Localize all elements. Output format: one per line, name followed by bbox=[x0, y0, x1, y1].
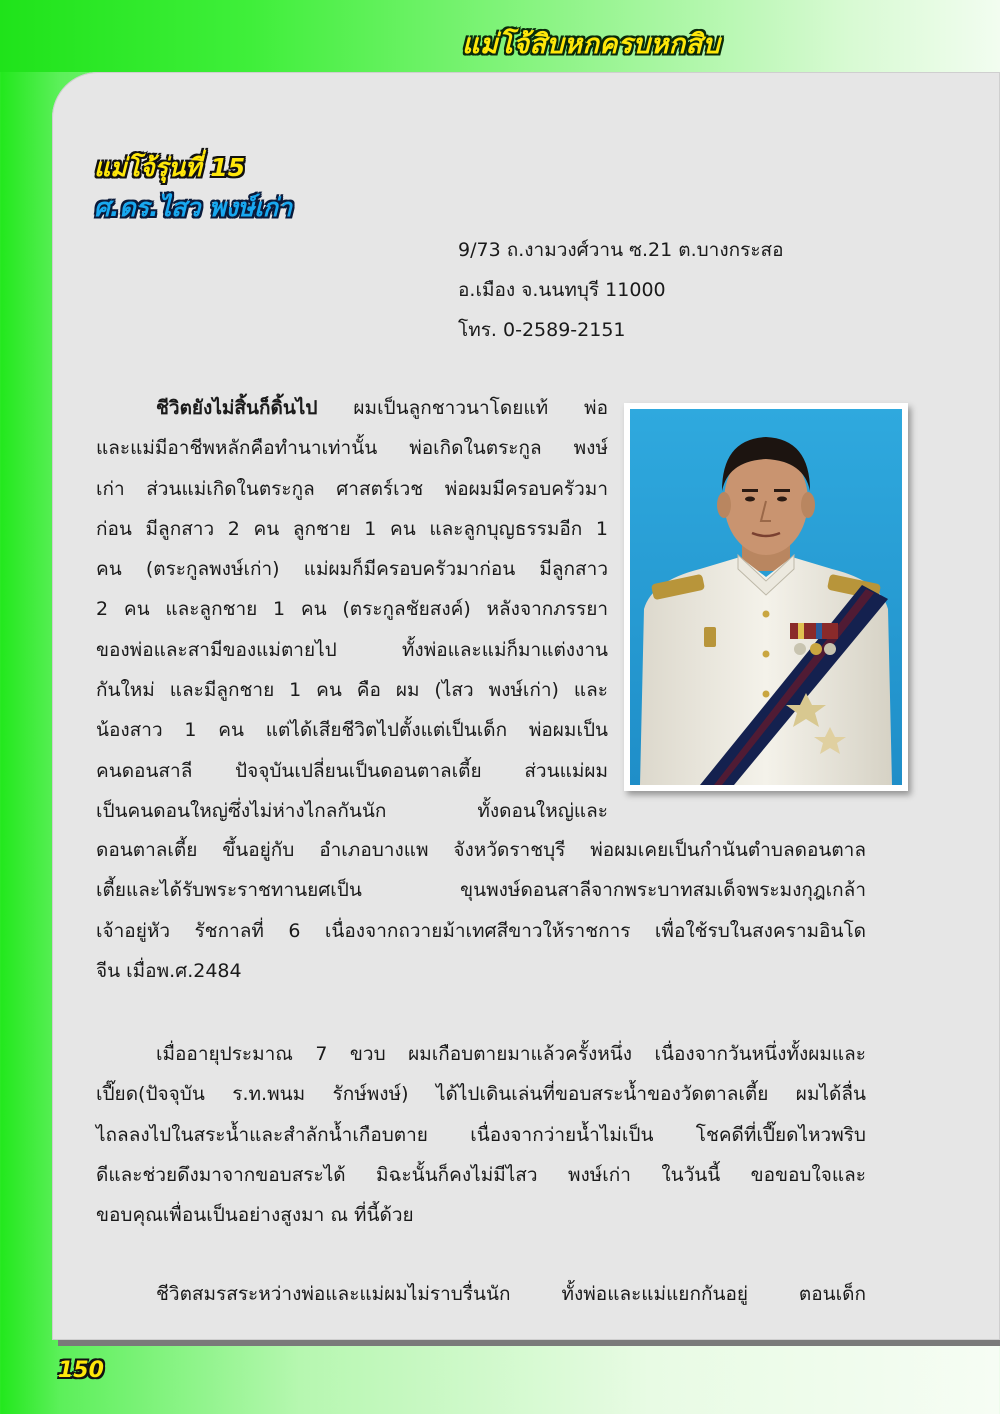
text-line: เจ้าอยู่หัว รัชกาลที่ 6 เนื่องจากถวายม้าเทศสีขาวให้ราชการ เพื่อใช้รบในสงครามอินโด bbox=[96, 919, 866, 942]
text-line: เมื่ออายุประมาณ 7 ขวบ ผมเกือบตายมาแล้วครั้งหนึ่ง เนื่องจากวันหนึ่งทั้งผมและ bbox=[156, 1043, 866, 1065]
text-line: เตี้ยและได้รับพระราชทานยศเป็น ขุนพงษ์ดอนสาลีจากพระบาทสมเด็จพระมงกุฎเกล้า bbox=[96, 879, 866, 902]
text-line: เปี๊ยด(ปัจจุบัน ร.ท.พนม รักษ์พงษ์) ได้ไปเดินเล่นที่ขอบสระน้ำของวัดตาลเตี้ย ผมได้ลื่น bbox=[96, 1083, 866, 1106]
text-line: เก่า ส่วนแม่เกิดในตระกูล ศาสตร์เวช พ่อผมมีครอบครัวมา bbox=[96, 477, 608, 500]
address-line: อ.เมือง จ.นนทบุรี 11000 bbox=[458, 279, 666, 301]
text-line: ชีวิตสมรสระหว่างพ่อและแม่ผมไม่ราบรื่นนัก ทั้งพ่อและแม่แยกกันอยู่ ตอนเด็ก bbox=[156, 1283, 866, 1305]
text-line: จีน เมื่อพ.ศ.2484 bbox=[96, 959, 242, 982]
header-title: แม่โจ้สิบหกครบหกสิบ bbox=[462, 29, 721, 60]
text-line: คนดอนสาลี ปัจจุบันเปลี่ยนเป็นดอนตาลเตี้ย ส่วนแม่ผม bbox=[96, 759, 608, 782]
text-line: ชีวิตยังไม่สิ้นก็ดิ้นไป ผมเป็นลูกชาวนาโดยแท้ พ่อ bbox=[156, 397, 608, 419]
address-phone: โทร. 0-2589-2151 bbox=[458, 319, 626, 341]
article-paragraph-1-continued bbox=[96, 830, 866, 991]
text-line: ดีและช่วยดึงมาจากขอบสระได้ มิฉะนั้นก็คงไม่มีไสว พงษ์เก่า ในวันนี้ ขอขอบใจและ bbox=[96, 1163, 866, 1186]
person-name: ศ.ดร.ไสว พงษ์เก่า bbox=[94, 193, 292, 222]
text-line: 2 คน และลูกชาย 1 คน (ตระกูลชัยสงค์) หลังจากภรรยา bbox=[96, 598, 608, 621]
article-paragraph-3 bbox=[96, 1274, 866, 1314]
article-paragraph-2 bbox=[96, 1034, 866, 1235]
text-line: ขอบคุณเพื่อนเป็นอย่างสูงมา ณ ที่นี้ด้วย bbox=[96, 1204, 414, 1227]
address-line: 9/73 ถ.งามวงศ์วาน ซ.21 ต.บางกระสอ bbox=[458, 239, 784, 261]
page-number: 150 bbox=[58, 1358, 104, 1383]
portrait-photo bbox=[624, 403, 908, 791]
article-paragraph-1 bbox=[96, 388, 608, 831]
text-line: เป็นคนดอนใหญ่ซึ่งไม่ห่างไกลกันนัก ทั้งดอนใหญ่และ bbox=[96, 799, 608, 822]
article-lead: ชีวิตยังไม่สิ้นก็ดิ้นไป bbox=[156, 397, 318, 419]
text-line: ดอนตาลเตี้ย ขึ้นอยู่กับ อำเภอบางแพ จังหวัดราชบุรี พ่อผมเคยเป็นกำนันตำบลดอนตาล bbox=[96, 839, 866, 861]
text-line: ไถลลงไปในสระน้ำและสำลักน้ำเกือบตาย เนื่องจากว่ายน้ำไม่เป็น โชคดีที่เปี๊ยดไหวพริบ bbox=[96, 1123, 866, 1146]
person-title: แม่โจ้รุ่นที่ 15 bbox=[94, 153, 246, 182]
text-line: ของพ่อและสามีของแม่ตายไป ทั้งพ่อและแม่ก็มาแต่งงาน bbox=[96, 638, 608, 661]
portrait-photo-icon bbox=[630, 409, 902, 785]
text-line: ก่อน มีลูกสาว 2 คน ลูกชาย 1 คน และลูกบุญธรรมอีก 1 bbox=[96, 517, 608, 540]
text-line: คน (ตระกูลพงษ์เก่า) แม่ผมก็มีครอบครัวมาก่อน มีลูกสาว bbox=[96, 558, 608, 581]
address-block bbox=[458, 230, 784, 350]
text-line: และแม่มีอาชีพหลักคือทำนาเท่านั้น พ่อเกิดในตระกูล พงษ์ bbox=[96, 437, 608, 460]
text-line: น้องสาว 1 คน แต่ได้เสียชีวิตไปตั้งแต่เป็นเด็ก พ่อผมเป็น bbox=[96, 719, 608, 742]
text-line: กันใหม่ และมีลูกชาย 1 คน คือ ผม (ไสว พงษ์เก่า) และ bbox=[96, 679, 608, 702]
